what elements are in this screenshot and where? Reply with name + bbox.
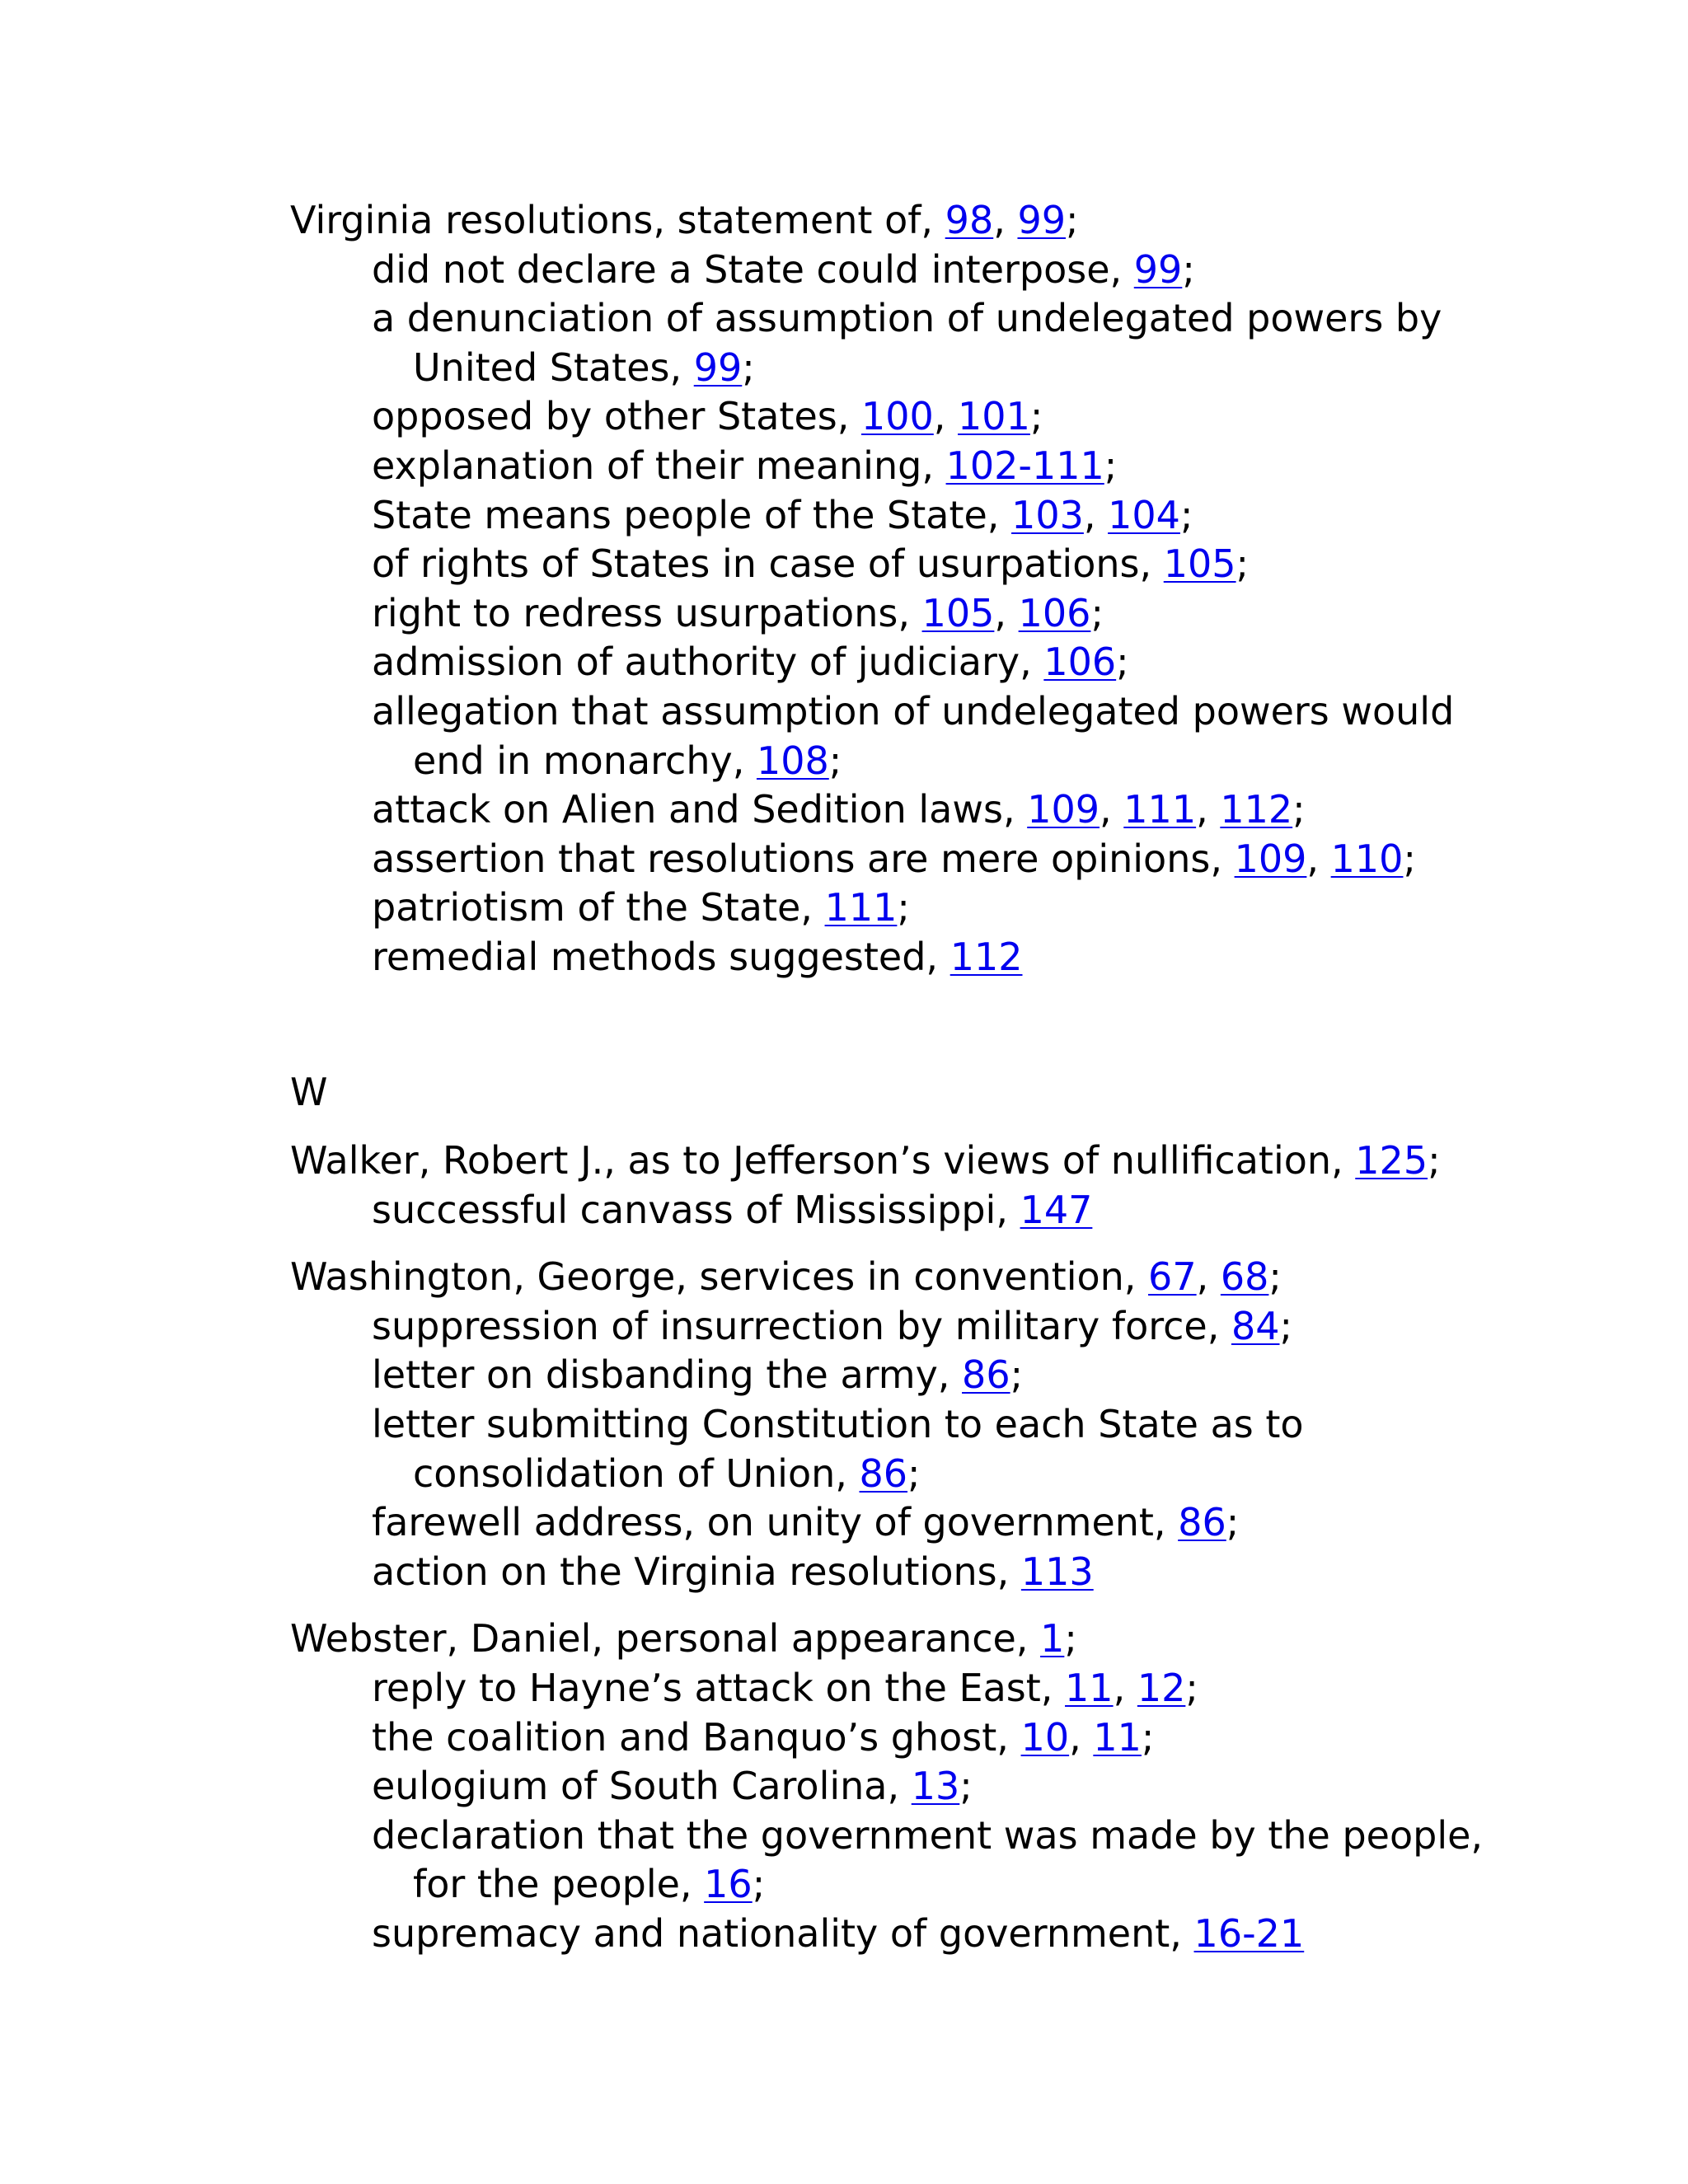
index-text: Virginia resolutions, statement of, [290,198,945,242]
index-heading-line [290,1253,1523,1302]
page-reference-link[interactable]: 16-21 [1193,1911,1305,1956]
index-heading-line [290,196,1523,246]
index-text: ; [1104,443,1118,488]
index-text: the coalition and Banquo’s ghost, [372,1714,1021,1760]
index-text: consolidation of Union, [413,1451,860,1496]
index-text: , [1069,1714,1094,1760]
index-text: letter on disbanding the army, [372,1352,963,1398]
index-text: declaration that the government was made by the people, [372,1812,1484,1858]
index-subentry-line [290,1498,1523,1548]
index-text: eulogium of South Carolina, [372,1764,912,1809]
page-reference-link[interactable]: 102-111 [945,443,1104,488]
index-text: admission of authority of judiciary, [372,640,1044,685]
page-reference-link[interactable]: 111 [1123,787,1197,832]
index-subentry-line [290,491,1523,541]
index-subentry-line [290,1664,1523,1713]
index-text: patriotism of the State, [372,885,825,930]
index-text: , [933,394,959,439]
page-reference-link[interactable]: 111 [824,885,898,930]
index-continuation-line [290,737,1523,786]
index-text: ; [1428,1138,1441,1183]
page-reference-link[interactable]: 109 [1027,787,1100,832]
index-text: action on the Virginia resolutions, [372,1549,1021,1594]
page-reference-link[interactable]: 13 [911,1764,960,1809]
index-text: , [1083,492,1109,537]
page-reference-link[interactable]: 106 [1018,590,1091,635]
index-text: ; [1179,492,1193,537]
index-text: ; [1226,1500,1240,1545]
index-text: ; [1066,198,1079,242]
index-continuation-line [290,1860,1523,1910]
index-text: State means people of the State, [372,492,1012,537]
index-text: right to redress usurpations, [372,590,922,635]
page-reference-link[interactable]: 67 [1148,1254,1197,1300]
index-text: , [1196,787,1221,832]
index-text: ; [959,1764,973,1809]
page-reference-link[interactable]: 109 [1234,836,1307,881]
page-reference-link[interactable]: 86 [1178,1500,1226,1545]
index-text: Webster, Daniel, personal appearance, [290,1616,1041,1661]
page-reference-link[interactable]: 68 [1220,1254,1269,1300]
index-entry [290,1615,1523,1958]
page-reference-link[interactable]: 11 [1065,1666,1114,1711]
page-reference-link[interactable]: 16 [704,1862,753,1907]
index-entry [290,1137,1523,1235]
index-text: ; [907,1451,921,1496]
index-text: end in monarchy, [413,738,757,783]
index-entry [290,1253,1523,1596]
page-reference-link[interactable]: 86 [859,1451,908,1496]
index-text: for the people, [413,1862,705,1907]
page-reference-link[interactable]: 11 [1093,1714,1142,1760]
index-subentry-line [290,1186,1523,1235]
page-reference-link[interactable]: 10 [1020,1714,1070,1760]
index-text: ; [1403,836,1416,881]
index-subentry-line [290,392,1523,442]
index-text: suppression of insurrection by military force, [372,1303,1231,1348]
page-reference-link[interactable]: 104 [1108,492,1180,537]
index-text: ; [1116,640,1129,685]
index-subentry-line [290,589,1523,639]
index-text: ; [742,344,755,390]
index-text: , [1100,787,1124,832]
page-reference-link[interactable]: 12 [1137,1666,1186,1711]
index-subentry-line [290,1351,1523,1400]
page-reference-link[interactable]: 100 [860,394,934,439]
index-entry [290,196,1523,982]
index-text: a denunciation of assumption of undelegated powers by [372,296,1442,341]
index-text: ; [1029,394,1043,439]
page-reference-link[interactable]: 101 [958,394,1030,439]
page-reference-link[interactable]: 99 [1017,198,1067,242]
index-text: explanation of their meaning, [372,443,946,488]
index-subentry-line [290,1713,1523,1763]
index-text: remedial methods suggested, [372,934,950,979]
index-subentry-line [290,1811,1523,1861]
index-subentry-line [290,246,1523,295]
page-reference-link[interactable]: 110 [1330,836,1404,881]
index-subentry-line [290,294,1523,344]
index-text: letter submitting Constitution to each State as to [372,1402,1304,1447]
index-text: reply to Hayne’s attack on the East, [372,1666,1066,1711]
index-text: ; [1010,1352,1024,1398]
page-reference-link[interactable]: 105 [1163,541,1236,587]
index-continuation-line [290,344,1523,393]
index-text: ; [1279,1303,1292,1348]
page-reference-link[interactable]: 106 [1043,640,1117,685]
page-reference-link[interactable]: 112 [950,934,1023,979]
page-reference-link[interactable]: 108 [756,738,829,783]
page-reference-link[interactable]: 99 [1133,246,1183,292]
index-text: , [1196,1254,1221,1300]
page-reference-link[interactable]: 1 [1040,1616,1065,1661]
index-text: , [1113,1666,1137,1711]
index-text: ; [1292,787,1306,832]
index-text: farewell address, on unity of government, [372,1500,1179,1545]
index-text: opposed by other States, [372,394,861,439]
page-reference-link[interactable]: 98 [945,198,994,242]
index-text: ; [1185,1666,1198,1711]
index-text: did not declare a State could interpose, [372,246,1134,292]
index-text: ; [752,1862,766,1907]
index-subentry-line [290,785,1523,835]
index-text: ; [1268,1254,1282,1300]
page-reference-link[interactable]: 147 [1020,1187,1093,1232]
index-text: , [993,198,1018,242]
index-subentry-line [290,933,1523,982]
index-text: United States, [413,344,694,390]
index-text: ; [1064,1616,1077,1661]
page-reference-link[interactable]: 99 [693,344,743,390]
index-continuation-line [290,1450,1523,1499]
page-reference-link[interactable]: 125 [1355,1138,1428,1183]
page-reference-link[interactable]: 105 [921,590,995,635]
index-subentry-line [290,1910,1523,1959]
page-reference-link[interactable]: 112 [1220,787,1293,832]
index-subentry-line [290,1548,1523,1597]
index-subentry-line [290,638,1523,687]
index-letter-heading: W [290,1069,328,1114]
index-text: attack on Alien and Sedition laws, [372,787,1028,832]
index-text: ; [1236,541,1250,587]
index-text: ; [828,738,842,783]
page-reference-link[interactable]: 84 [1231,1303,1280,1348]
index-heading-line [290,1615,1523,1664]
index-text: Washington, George, services in convention, [290,1254,1149,1300]
index-subentry-line [290,883,1523,933]
index-text: of rights of States in case of usurpations, [372,541,1164,587]
index-text: , [1306,836,1331,881]
index-text: ; [1090,590,1104,635]
index-subentry-line [290,835,1523,884]
page-reference-link[interactable]: 86 [962,1352,1010,1398]
index-text: allegation that assumption of undelegated powers would [372,688,1455,733]
index-text: ; [1182,246,1195,292]
index-subentry-line [290,540,1523,589]
index-text: assertion that resolutions are mere opinions, [372,836,1235,881]
index-subentry-line [290,1762,1523,1811]
index-subentry-line [290,687,1523,737]
index-text: successful canvass of Mississippi, [372,1187,1020,1232]
index-text: Walker, Robert J., as to Jefferson’s views of nullification, [290,1138,1356,1183]
index-text: supremacy and nationality of government, [372,1911,1194,1956]
index-text: , [994,590,1019,635]
index-subentry-line [290,442,1523,491]
index-heading-line [290,1137,1523,1186]
index-subentry-line [290,1400,1523,1450]
index-text: ; [897,885,910,930]
page-reference-link[interactable]: 103 [1011,492,1084,537]
index-text: ; [1141,1714,1155,1760]
page-reference-link[interactable]: 113 [1020,1549,1094,1594]
index-subentry-line [290,1302,1523,1352]
